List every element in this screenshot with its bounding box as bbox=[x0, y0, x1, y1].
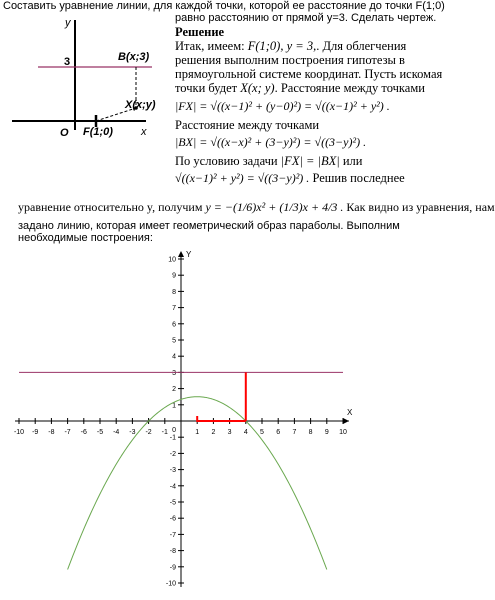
sketch-y-label: y bbox=[65, 17, 71, 29]
x-tick-label: -9 bbox=[32, 429, 39, 436]
solution-line-10 bbox=[18, 200, 495, 215]
y-tick-label: 1 bbox=[172, 402, 176, 410]
formula-point-x: X(x; y) bbox=[240, 81, 275, 95]
solution-line-1 bbox=[175, 39, 406, 54]
text-segment: Решив последнее bbox=[312, 171, 405, 185]
formula-equation: √((x−1)² + y²) = √((3−y)²) . bbox=[175, 171, 310, 185]
solution-line-4 bbox=[175, 81, 425, 96]
solution-heading: Решение bbox=[175, 25, 225, 39]
solution-line-8 bbox=[175, 154, 362, 169]
y-tick-label: -7 bbox=[169, 531, 176, 539]
x-tick-label: 2 bbox=[211, 429, 216, 436]
y-tick-label: 4 bbox=[172, 353, 176, 361]
x-axis-arrow bbox=[343, 418, 349, 424]
x-tick-label: -1 bbox=[161, 429, 168, 436]
x-tick-label: -5 bbox=[96, 429, 104, 436]
sketch-x-label: x bbox=[141, 126, 147, 138]
x-tick-label: -10 bbox=[13, 429, 25, 436]
y-tick-label: 9 bbox=[172, 272, 176, 280]
y-tick-label: -2 bbox=[169, 450, 176, 458]
x-tick-label: 5 bbox=[260, 429, 264, 436]
formula-fx: |FX| = √((x−1)² + (y−0)²) = √((x−1)² + y²) . bbox=[175, 99, 390, 113]
y-tick-label: 7 bbox=[172, 305, 176, 313]
formula-given: F(1;0), y = 3, bbox=[247, 39, 317, 53]
formula-result: y = −(1/6)x² + (1/3)x + 4/3 . bbox=[205, 200, 344, 214]
sketch-point-b-label: B(x;3) bbox=[118, 51, 150, 63]
sketch-diagram bbox=[0, 14, 175, 154]
solution-line-6: Расстояние между точками bbox=[175, 118, 320, 132]
problem-line-1: Составить уравнение линии, для каждой точки, которой ее расстояние до точки F(1;0) bbox=[3, 0, 445, 12]
y-tick-label: -8 bbox=[169, 548, 176, 556]
formula-bx: |BX| = √((x−x)² + (3−y)²) = √((3−y)²) . bbox=[175, 135, 367, 149]
y-tick-label: -10 bbox=[165, 580, 176, 588]
text-segment: или bbox=[342, 154, 363, 168]
x-tick-label: -6 bbox=[80, 429, 87, 436]
y-tick-label: 2 bbox=[172, 386, 176, 394]
x-axis-label: X bbox=[347, 408, 353, 417]
y-tick-label: 10 bbox=[168, 256, 176, 264]
y-axis-label: Y bbox=[186, 250, 192, 259]
text-segment: Как видно из уравнения, нам bbox=[346, 200, 495, 214]
x-tick-label: 9 bbox=[324, 429, 329, 436]
solution-line-12: необходимые построения: bbox=[18, 232, 153, 244]
x-tick-label: -3 bbox=[129, 429, 136, 436]
y-tick-label: 3 bbox=[172, 369, 176, 377]
x-tick-label: 10 bbox=[339, 429, 347, 436]
x-tick-label: 6 bbox=[276, 429, 281, 436]
y-tick-label: -4 bbox=[169, 483, 176, 491]
solution-line-3: прямоугольной системе координат. Пусть искомая bbox=[175, 67, 443, 81]
y-tick-label: 8 bbox=[172, 288, 176, 296]
formula-condition: |FX| = |BX| bbox=[280, 154, 340, 168]
y-axis-arrow bbox=[178, 251, 184, 257]
sketch-tick3-label: 3 bbox=[64, 56, 71, 68]
x-tick-label: 3 bbox=[227, 429, 232, 436]
text-segment: Итак, имеем: bbox=[175, 39, 245, 53]
problem-line-2: равно расстоянию от прямой y=3. Сделать чертеж. bbox=[175, 12, 437, 24]
x-tick-label: 1 bbox=[195, 429, 200, 436]
sketch-point-x-label: X(x;y) bbox=[125, 99, 156, 111]
x-tick-label: -7 bbox=[64, 429, 71, 436]
y-tick-label: 5 bbox=[172, 337, 176, 345]
y-tick-label: -9 bbox=[169, 564, 176, 572]
y-tick-label: -3 bbox=[169, 467, 176, 475]
solution-line-9 bbox=[175, 171, 405, 186]
text-segment: уравнение относительно y, получим bbox=[18, 200, 203, 214]
x-tick-label: -4 bbox=[113, 429, 120, 436]
x-tick-label: 8 bbox=[308, 429, 313, 436]
origin-label: 0 bbox=[172, 427, 176, 434]
text-segment: . Расстояние между точками bbox=[274, 81, 425, 95]
x-tick-label: -2 bbox=[145, 429, 152, 436]
sketch-origin-label: O bbox=[60, 127, 69, 139]
y-tick-label: -5 bbox=[169, 499, 176, 507]
y-tick-label: -1 bbox=[169, 434, 176, 442]
parabola-chart bbox=[0, 245, 441, 600]
x-tick-label: 7 bbox=[292, 429, 297, 436]
text-segment: точки будет bbox=[175, 81, 238, 95]
x-tick-label: -8 bbox=[48, 429, 55, 436]
y-tick-label: -6 bbox=[169, 515, 176, 523]
sketch-point-f-label: F(1;0) bbox=[83, 126, 113, 138]
y-tick-label: 6 bbox=[172, 321, 176, 329]
text-segment: По условию задачи bbox=[175, 154, 278, 168]
solution-line-11: задано линию, которая имеет геометрический образ параболы. Выполним bbox=[18, 220, 400, 232]
solution-line-2: решения выполним построения гипотезы в bbox=[175, 53, 405, 67]
x-tick-label: 4 bbox=[243, 429, 248, 436]
text-segment: . Для облегчения bbox=[316, 39, 407, 53]
